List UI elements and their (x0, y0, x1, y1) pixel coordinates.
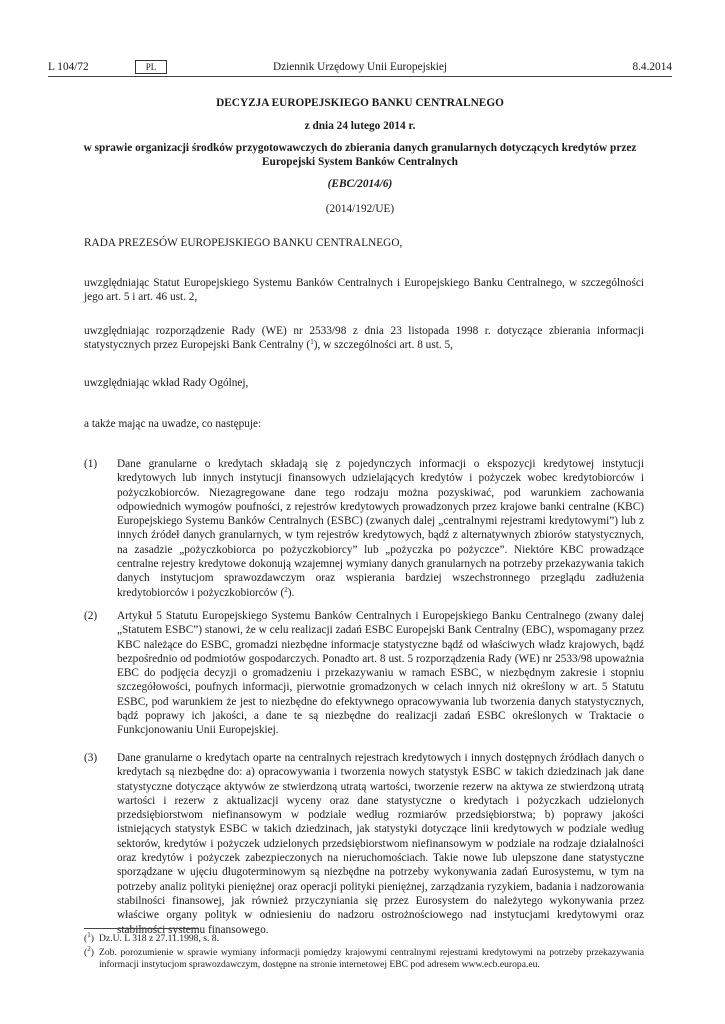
item-number: (3) (84, 752, 98, 764)
title-code: (2014/192/UE) (325, 203, 395, 215)
header-divider (48, 76, 672, 77)
footnote-divider (84, 928, 199, 929)
footnote (84, 944, 644, 972)
item-number: (1) (84, 458, 98, 470)
publication-date: 8.4.2014 (632, 61, 672, 73)
footnote-ref-2[interactable]: 2 (284, 585, 288, 594)
preamble-council: RADA PREZESÓW EUROPEJSKIEGO BANKU CENTRALNEGO, (84, 237, 403, 249)
footnote (84, 933, 644, 946)
title-reference: (EBC/2014/6) (327, 178, 393, 190)
item-text: Dane granularne o kredytach składają się z pojedynczych informacji o ekspozycji kredytowej instytucji kredytowych lub innych instytucji finansowych udzielających kredytów i pożyczek wobec kredytobiorców i pożyczkobiorców. Niezagregowane dane tego rodzaju można pozyskiwać, pod warunkiem zachowania odpowiednich wymogów poufności, z rejestrów kredytowych prowadzonych przez krajowe banki centralne (KBC) Europejskiego Systemu Banków Centralnych (ESBC) (zwanych dalej „centralnymi rejestrami kredytowymi”) lub z innych źródeł danych granularnych, w tym rejestrów kredytowych, bądź z alternatywnych zbiorów statystycznych, na zasadzie „pożyczkobiorca po pożyczkobiorcy” lub „pożyczka po pożyczce”. Niektóre KBC prowadzące centralne rejestry kredytowe dokonują wzajemnej wymiany danych granularnych na potrzeby przekazywania takich danych instytucjom sprawozdawczym oraz wspierania bardziej wszechstronnego przeglądu zadłużenia kredytobiorców i pożyczkobiorców ($^2$). (117, 458, 644, 599)
page-header (48, 60, 672, 76)
footnotes (84, 933, 644, 973)
recital-2: uwzględniając rozporządzenie Rady (WE) nr 2533/98 z dnia 23 listopada 1998 r. dotyczące zbierania informacji statystycznych przez Europejski Bank Centralny ($^1$), w szczególności art. 8 ust. 5, (84, 325, 644, 352)
footnote-text: Zob. porozumienie w sprawie wymiany informacji pomiędzy krajowymi centralnymi rejestrami kredytowymi na potrzeby przekazywania informacji instytucjom sprawozdawczym, dostępne na stronie internetowej EBC pod adresem www.ecb.europa.eu. (99, 946, 644, 970)
issue-number: L 104/72 (48, 61, 89, 73)
title-subject: w sprawie organizacji środków przygotowawczych do zbierania danych granularnych dotyczących kredytów przez Europejski System Banków Centralnych (83, 142, 637, 168)
item-text: Dane granularne o kredytach oparte na centralnych rejestrach kredytowych i innych dostępnych źródłach danych o kredytach są niezbędne do: a) opracowywania i tworzenia nowych statystyk ESBC w takich dziedzinach jak dane statystyczne dotyczące aktywów ze stwierdzoną utratą wartości, tworzenie rezerw na aktywa ze stwierdzoną utratą wartości i rezerw z aktualizacji wyceny oraz dane statystyczne o kredytach i pożyczkach udzielonych przedsiębiorstwom niefinansowym w podziale według rozmiarów przedsiębiorstwa; b) poprawy jakości istniejących statystyk ESBC w takich dziedzinach, jak statystyki dotyczące linii kredytowych w podziale według sektorów, kredytów i pożyczek udzielonych przedsiębiorstwom niefinansowym w podziale na rodzaje działalności oraz kredytów i pożyczek zabezpieczonych na nieruchomościach. Takie nowe lub ulepszone dane statystyczne sporządzane w ujęciu długoterminowym są niezbędne na potrzeby wykonywania zadań Eurosystemu, w tym na potrzeby analiz polityki pieniężnej oraz operacji polityki pieniężnej, zarządzania ryzykiem, badania i nadzorowania stabilności finansowej, jak również przyczyniania się przez Eurosystem do należytego wykonywania przez właściwe organy polityk w odniesieniu do nadzoru ostrożnościowego nad instytucjami kredytowymi oraz stabilności systemu finansowego. (117, 752, 644, 936)
journal-title: Dziennik Urzędowy Unii Europejskiej (272, 61, 448, 73)
title-line-1: DECYZJA EUROPEJSKIEGO BANKU CENTRALNEGO (216, 97, 504, 109)
item-number: (2) (84, 610, 98, 622)
footnote-ref-1[interactable]: 1 (310, 338, 314, 347)
whereas-intro: a także mając na uwadze, co następuje: (84, 418, 262, 430)
language-box: PL (135, 60, 167, 74)
footnote-text: Dz.U. L 318 z 27.11.1998, s. 8. (99, 933, 219, 944)
recital-3: uwzględniając wkład Rady Ogólnej, (84, 377, 249, 389)
footnote-number: ($^2$) (84, 944, 94, 958)
footnote-number: ($^1$) (84, 931, 94, 944)
item-text: Artykuł 5 Statutu Europejskiego Systemu Banków Centralnych i Europejskiego Banku Centralnego (zwany dalej „Statutem ESBC”) stanowi, że w celu realizacji zadań ESBC Europejski Bank Centralny (EBC), wspomagany przez KBC należące do ESBC, gromadzi niezbędne informacje statystyczne bądź od właściwych władz krajowych, bądź bezpośrednio od podmiotów gospodarczych. Ponadto art. 8 ust. 5 rozporządzenia Rady (WE) nr 2533/98 upoważnia EBC do podjęcia decyzji o gromadzeniu i przekazywaniu w ramach ESBC, w niezbędnym zakresie i stopniu szczegółowości, poufnych informacji, pierwotnie gromadzonych w celach innych niż określony w art. 5 Statutu ESBC, pod warunkiem że jest to niezbędne do efektywnego opracowywania lub tworzenia danych statystycznych, bądź poprawy ich jakości, a dane te są niezbędne do realizacji zadań ESBC określonych w Traktacie o Funkcjonowaniu Unii Europejskiej. (117, 610, 644, 737)
document-title (60, 96, 660, 216)
title-date: z dnia 24 lutego 2014 r. (304, 120, 416, 132)
recital-1: uwzględniając Statut Europejskiego Systemu Banków Centralnych i Europejskiego Banku Centralnego, w szczególności jego art. 5 i art. 46 ust. 2, (84, 277, 644, 304)
